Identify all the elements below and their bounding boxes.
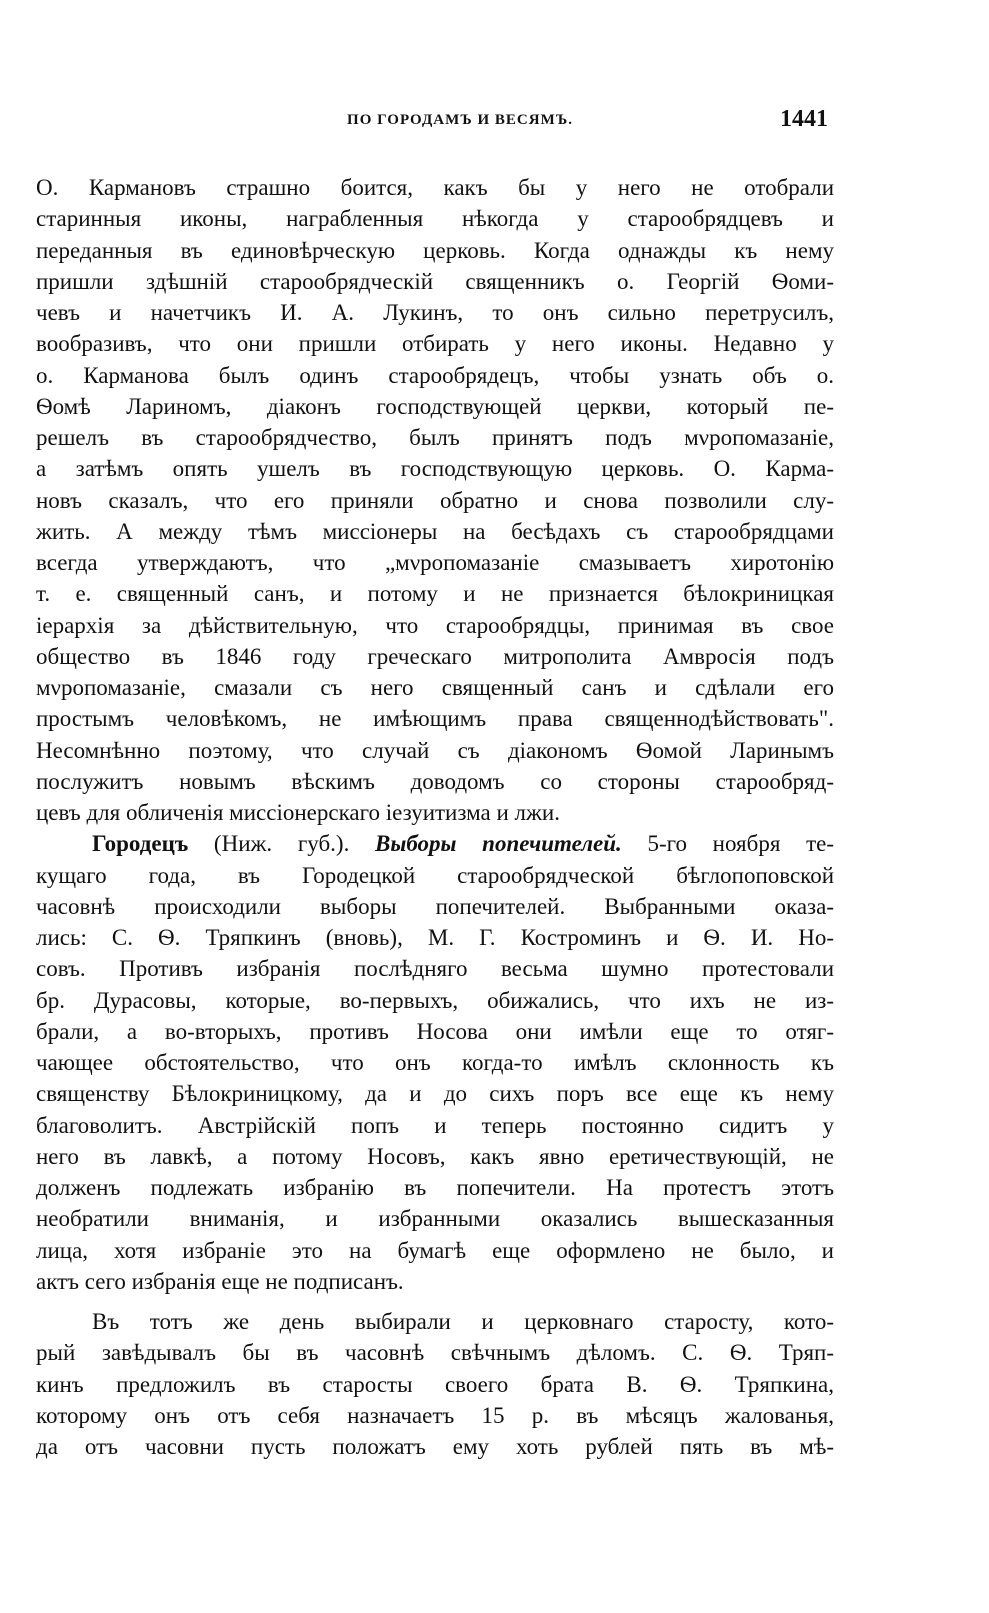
text-line: мνропомазаніе, смазали съ него священный санъ и сдѣлали его: [36, 675, 834, 700]
text-line: О. Кармановъ страшно боится, какъ бы у него не отобрали: [36, 175, 834, 200]
text-line: Ѳомѣ Лариномъ, діаконъ господствующей церкви, который пе-: [36, 393, 834, 419]
text-line: лица, хотя избраніе это на бумагѣ еще оформлено не было, и: [36, 1237, 834, 1263]
text-line: переданныя въ единовѣрческую церковь. Когда однажды къ нему: [36, 237, 834, 263]
text-line: а затѣмъ опять ушелъ въ господствующую церковь. О. Карма-: [36, 456, 834, 482]
text-line: чающее обстоятельство, что онъ когда-то имѣлъ склонность къ: [36, 1050, 834, 1075]
text-line: Въ тотъ же день выбирали и церковнаго старосту, кото-: [92, 1309, 834, 1334]
text-line: т. е. священный санъ, и потому и не признается бѣлокриницкая: [36, 581, 834, 607]
paragraph-3: [36, 1306, 834, 1462]
text-line: да отъ часовни пусть положатъ ему хоть рублей пять въ мѣ-: [36, 1434, 834, 1459]
text-line: решелъ въ старообрядчество, былъ принятъ подъ мνропомазаніе,: [36, 425, 834, 450]
running-header: [36, 106, 836, 140]
paragraph-1: [36, 172, 834, 828]
text-line: старинныя иконы, награбленныя нѣкогда у старообрядцевъ и: [36, 206, 834, 232]
text-line: долженъ подлежать избранію въ попечители. На протестъ этотъ: [36, 1175, 834, 1200]
text-line: бр. Дурасовы, которые, во-первыхъ, обижались, что ихъ не из-: [36, 987, 834, 1013]
lead-rest: 5-го ноября те-: [621, 831, 834, 857]
body-text: [36, 172, 834, 1462]
text-line: необратили вниманія, и избранными оказались вышесказанныя: [36, 1206, 834, 1232]
text-line: совъ. Противъ избранія послѣдняго весьма шумно протестовали: [36, 956, 834, 982]
text-line: кинъ предложилъ въ старосты своего брата В. Ѳ. Тряпкина,: [36, 1371, 834, 1397]
text-line: кущаго года, въ Городецкой старообрядческой бѣглопоповской: [36, 862, 834, 888]
text-line: лись: С. Ѳ. Тряпкинъ (вновь), М. Г. Костроминъ и Ѳ. И. Но-: [36, 925, 834, 950]
text-line: жить. А между тѣмъ миссіонеры на бесѣдахъ съ старообрядцами: [36, 518, 834, 544]
text-line: священству Бѣлокриницкому, да и до сихъ поръ все еще къ нему: [36, 1081, 834, 1107]
text-line: брали, а во-вторыхъ, противъ Носова они имѣли еще то отяг-: [36, 1018, 834, 1044]
text-line: рый завѣдывалъ бы въ часовнѣ свѣчнымъ дѣломъ. С. Ѳ. Тряп-: [36, 1340, 834, 1366]
page-number: 1441: [780, 106, 828, 132]
text-line: іерархія за дѣйствительную, что старообрядцы, принимая въ свое: [36, 612, 834, 638]
lead-place: Городецъ: [92, 831, 189, 857]
text-line: простымъ человѣкомъ, не имѣющимъ права священнодѣйствовать".: [36, 706, 834, 732]
text-line: послужитъ новымъ вѣскимъ доводомъ со стороны старообряд-: [36, 768, 834, 794]
text-line: цевъ для обличенія миссіонерскаго іезуитизма и лжи.: [36, 800, 560, 825]
text-line: часовнѣ происходили выборы попечителей. Выбранными оказа-: [36, 893, 834, 919]
running-title: ПО ГОРОДАМЪ И ВЕСЯМЪ.: [347, 112, 573, 128]
paragraph-gap: [36, 1297, 834, 1306]
paragraph-2: [36, 828, 834, 1297]
text-line: которому онъ отъ себя назначаетъ 15 р. въ мѣсяцъ жалованья,: [36, 1402, 834, 1428]
text-line: Несомнѣнно поэтому, что случай съ діакономъ Ѳомой Ларинымъ: [36, 737, 834, 763]
text-line: новъ сказалъ, что его приняли обратно и снова позволили слу-: [36, 487, 834, 513]
text-line: вообразивъ, что они пришли отбирать у него иконы. Недавно у: [36, 331, 834, 357]
lead-region: (Ниж. губ.).: [188, 831, 376, 857]
text-line: всегда утверждаютъ, что „мνропомазаніе смазываетъ хиротонію: [36, 550, 834, 575]
text-line: о. Карманова былъ одинъ старообрядецъ, чтобы узнать объ о.: [36, 362, 834, 388]
text-line: пришли здѣшній старообрядческій священникъ о. Георгій Ѳоми-: [36, 268, 834, 294]
text-line: актъ сего избранія еще не подписанъ.: [36, 1268, 404, 1294]
text-line: общество въ 1846 году греческаго митрополита Амвросія подъ: [36, 643, 834, 669]
text-line: чевъ и начетчикъ И. А. Лукинъ, то онъ сильно перетрусилъ,: [36, 300, 834, 325]
lead-topic: Выборы попечителей.: [375, 831, 622, 857]
paragraph-lead-line: [36, 828, 834, 859]
text-line: благоволитъ. Австрійскій попъ и теперь постоянно сидитъ у: [36, 1112, 834, 1138]
text-line: него въ лавкѣ, а потому Носовъ, какъ явно еретичествующій, не: [36, 1143, 834, 1169]
